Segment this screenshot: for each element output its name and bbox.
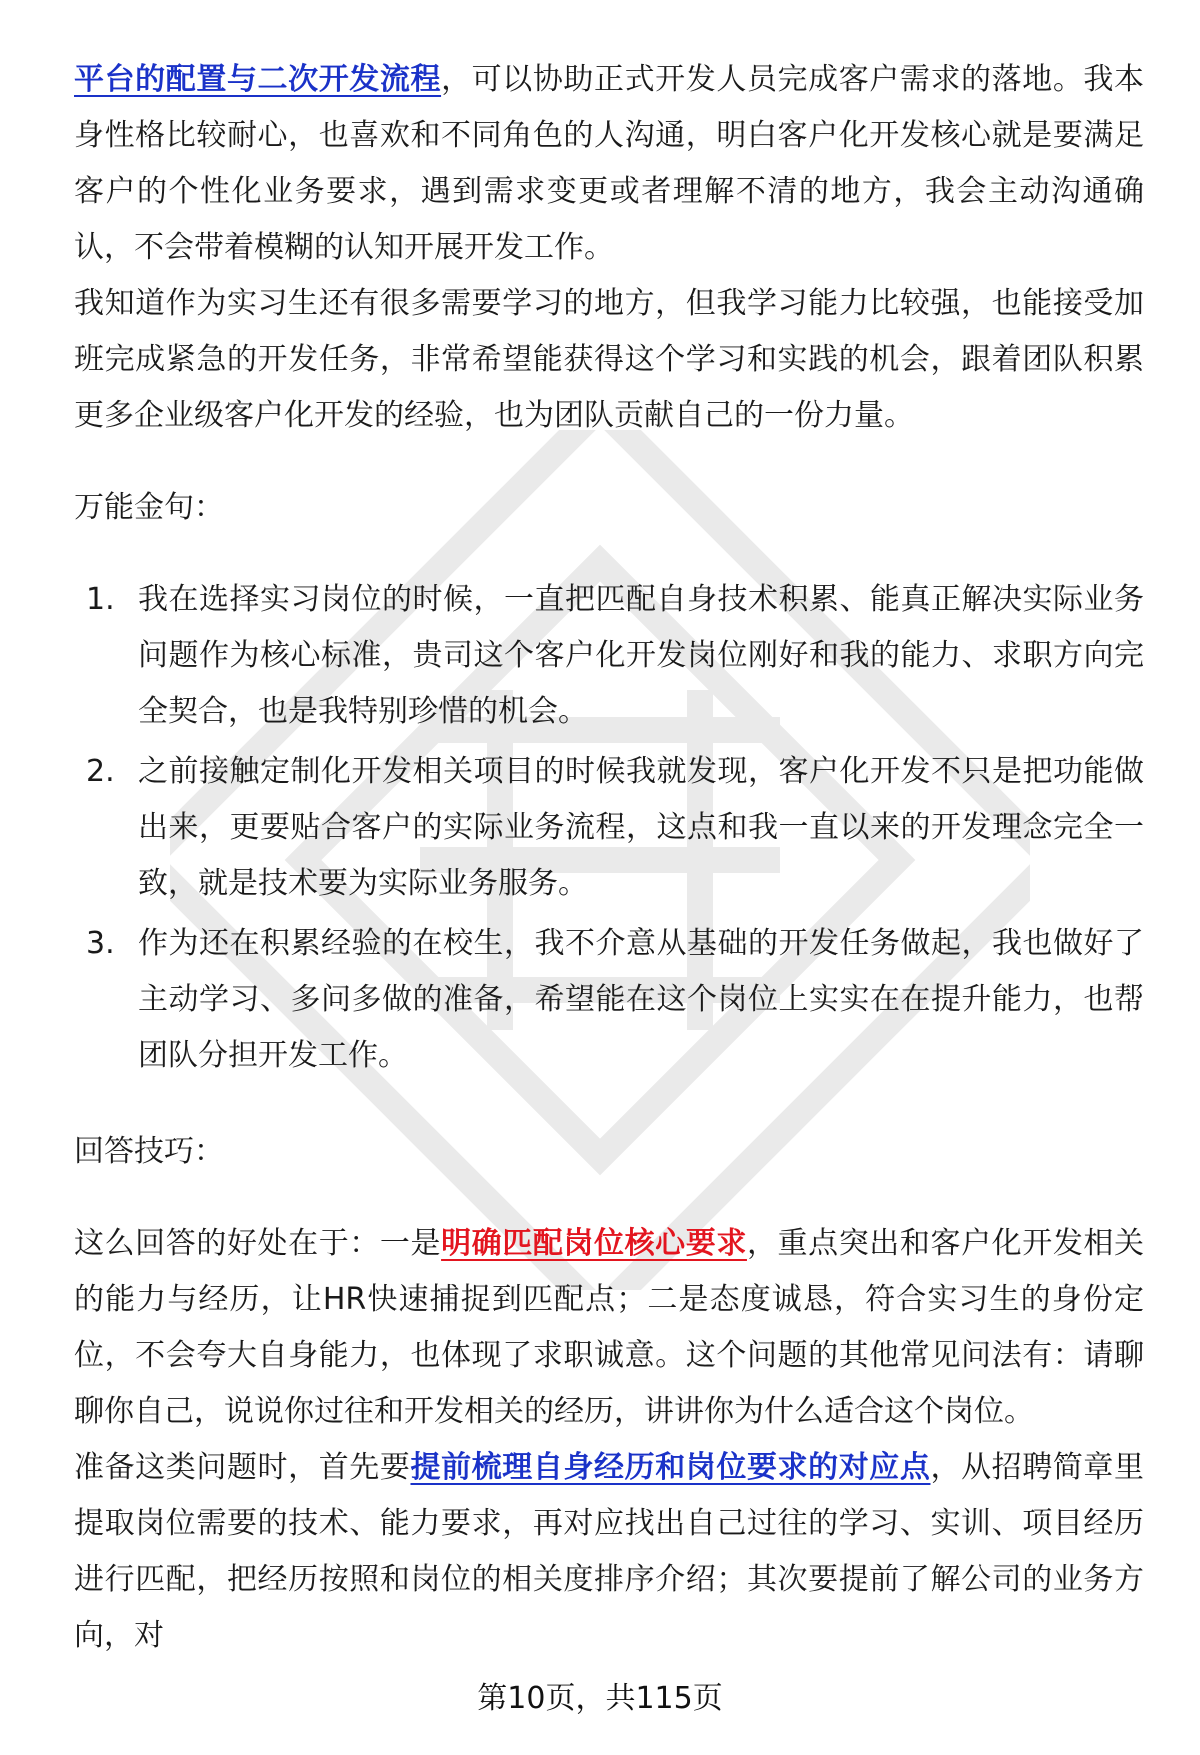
list-item-text: 作为还在积累经验的在校生，我不介意从基础的开发任务做起，我也做好了主动学习、多问多做的准备，希望能在这个岗位上实实在在提升能力，也帮团队分担开发工作。: [138, 926, 1144, 1073]
list-item: [74, 744, 1144, 912]
list-item-text: 之前接触定制化开发相关项目的时候我就发现，客户化开发不只是把功能做出来，更要贴合客户的实际业务流程，这点和我一直以来的开发理念完全一致，就是技术要为实际业务服务。: [138, 754, 1144, 901]
list-number: 1.: [86, 582, 115, 617]
spacer: [74, 536, 1144, 572]
list-item-text: 我在选择实习岗位的时候，一直把匹配自身技术积累、能真正解决实际业务问题作为核心标准，贵司这个客户化开发岗位刚好和我的能力、求职方向完全契合，也是我特别珍惜的机会。: [138, 582, 1144, 729]
intro-paragraph-1-text: ，可以协助正式开发人员完成客户需求的落地。我本身性格比较耐心，也喜欢和不同角色的人沟通，明白客户化开发核心就是要满足客户的个性化业务要求，遇到需求变更或者理解不清的地方，我会主动沟通确认，不会带着模糊的认知开展开发工作。: [74, 62, 1145, 265]
list-number: 2.: [86, 754, 115, 789]
list-item: [74, 572, 1144, 740]
golden-sentences-heading: 万能金句：: [74, 490, 224, 525]
tips-paragraph-2: [74, 1440, 1144, 1664]
tips-paragraph-1-lead: 这么回答的好处在于：一是: [74, 1226, 442, 1261]
list-item: [74, 916, 1144, 1084]
highlight-core-requirements: 明确匹配岗位核心要求: [441, 1226, 747, 1261]
answer-tips-heading: 回答技巧：: [74, 1134, 224, 1169]
page-number: 第10页，共115页: [477, 1681, 723, 1716]
spacer: [74, 444, 1144, 480]
highlight-platform-config: 平台的配置与二次开发流程: [74, 62, 442, 97]
tips-paragraph-2-lead: 准备这类问题时，首先要: [74, 1450, 411, 1485]
intro-paragraph-1: [74, 52, 1144, 276]
tips-paragraph-1: [74, 1216, 1144, 1440]
tips-paragraph-1-text: ，重点突出和客户化开发相关的能力与经历，让HR快速捕捉到匹配点；二是态度诚恳，符合实习生的身份定位，不会夸大自身能力，也体现了求职诚意。这个问题的其他常见问法有：请聊聊你自己，说说你过往和开发相关的经历，讲讲你为什么适合这个岗位。: [74, 1226, 1145, 1429]
list-number: 3.: [86, 926, 115, 961]
golden-sentences-list: [74, 572, 1144, 1084]
document-body: [74, 52, 1144, 1664]
highlight-match-points: 提前梳理自身经历和岗位要求的对应点: [410, 1450, 931, 1485]
spacer: [74, 1088, 1144, 1124]
intro-paragraph-2: 我知道作为实习生还有很多需要学习的地方，但我学习能力比较强，也能接受加班完成紧急的开发任务，非常希望能获得这个学习和实践的机会，跟着团队积累更多企业级客户化开发的经验，也为团队贡献自己的一份力量。: [74, 286, 1144, 433]
tips-paragraph-2-text: ，从招聘简章里提取岗位需要的技术、能力要求，再对应找出自己过往的学习、实训、项目经历进行匹配，把经历按照和岗位的相关度排序介绍；其次要提前了解公司的业务方向，对: [74, 1450, 1145, 1653]
spacer: [74, 1180, 1144, 1216]
